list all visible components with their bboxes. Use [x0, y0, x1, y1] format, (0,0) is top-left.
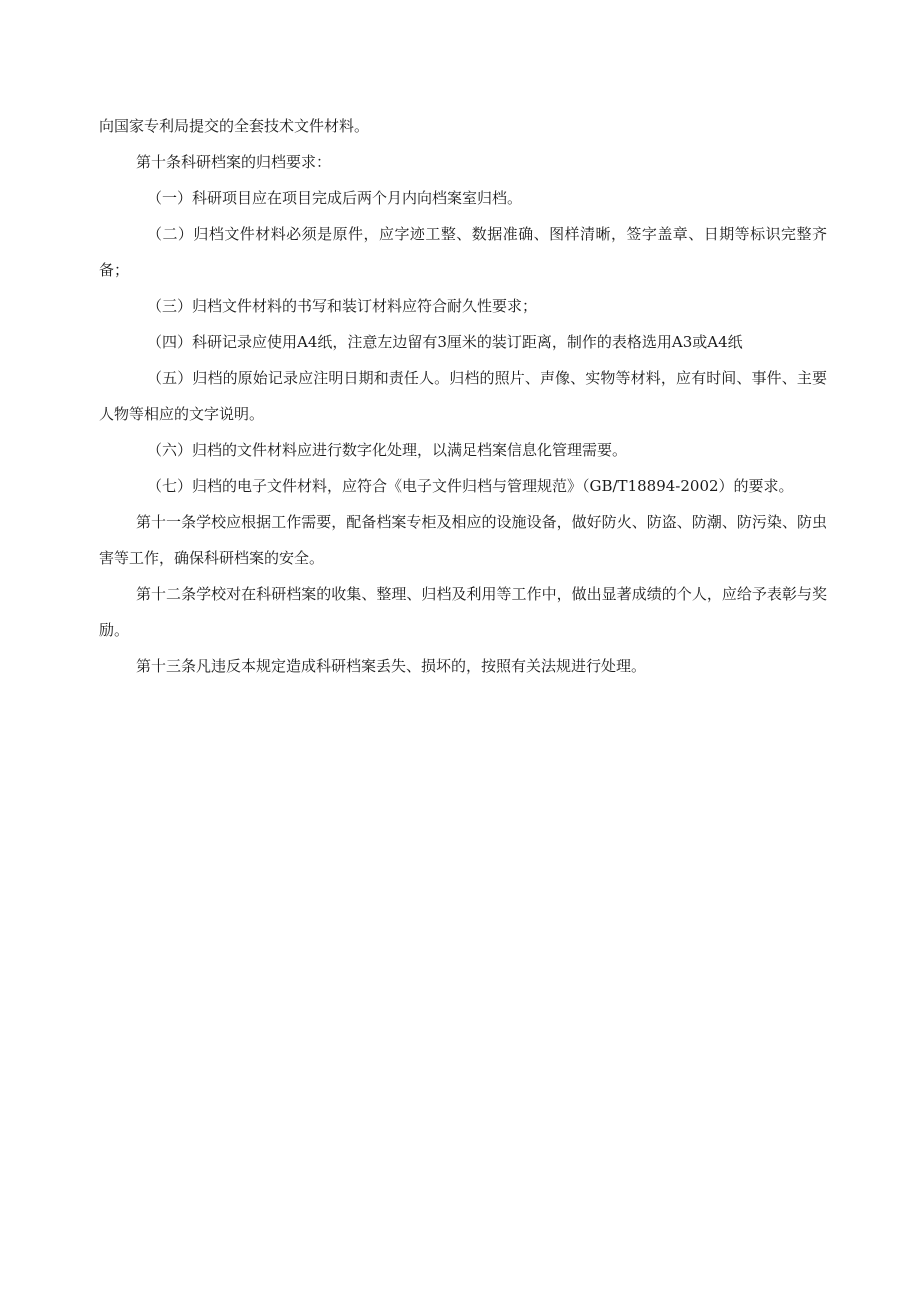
article-10-item-7: （七）归档的电子文件材料，应符合《电子文件归档与管理规范》（GB/T18894-2002）的要求。	[147, 477, 794, 495]
article-10-item-4: （四）科研记录应使用A4纸，注意左边留有3厘米的装订距离，制作的表格选用A3或A4纸	[147, 333, 743, 351]
article-10-item-5: （五）归档的原始记录应注明日期和责任人。归档的照片、声像、实物等材料，应有时间、事件、主要人物等相应的文字说明。	[99, 369, 827, 423]
paragraph-continuation: 向国家专利局提交的全套技术文件材料。	[99, 117, 370, 135]
article-10-item-6: （六）归档的文件材料应进行数字化处理，以满足档案信息化管理需要。	[147, 441, 628, 459]
article-13: 第十三条凡违反本规定造成科研档案丢失、损坏的，按照有关法规进行处理。	[136, 657, 647, 675]
article-10-item-2: （二）归档文件材料必须是原件，应字迹工整、数据准确、图样清晰，签字盖章、日期等标识完整齐备；	[99, 225, 827, 279]
document-body	[99, 108, 827, 684]
article-10-heading: 第十条科研档案的归档要求：	[136, 153, 332, 171]
article-10-item-1: （一）科研项目应在项目完成后两个月内向档案室归档。	[147, 189, 523, 207]
article-11: 第十一条学校应根据工作需要，配备档案专柜及相应的设施设备，做好防火、防盗、防潮、防污染、防虫害等工作，确保科研档案的安全。	[99, 513, 827, 567]
article-12: 第十二条学校对在科研档案的收集、整理、归档及利用等工作中，做出显著成绩的个人，应给予表彰与奖励。	[99, 585, 827, 639]
article-10-item-3: （三）归档文件材料的书写和装订材料应符合耐久性要求；	[147, 297, 538, 315]
